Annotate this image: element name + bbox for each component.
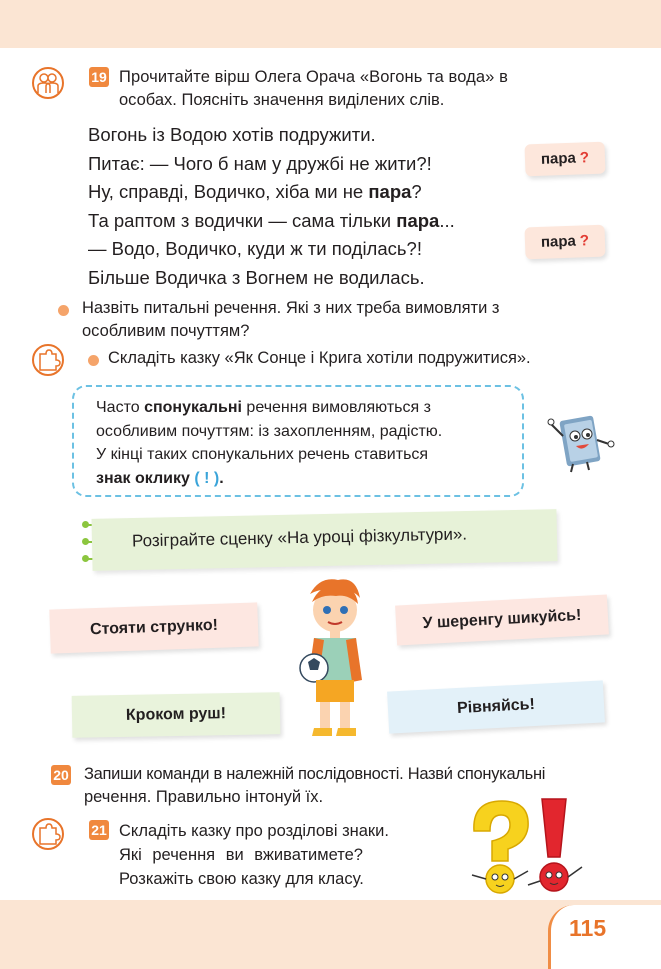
boy-with-ball-illustration — [290, 576, 380, 741]
question-text: Назвіть питальні речення. Які з них треба вимовляти з особливим почуттям? — [82, 299, 500, 340]
poem-line: Питає: — Чого б нам у дружбі не жити?! — [88, 152, 432, 174]
task-number-21: 21 — [89, 820, 109, 840]
poem-line: — Водо, Водичко, куди ж ти поділась?! — [88, 238, 422, 260]
poem-line: Та раптом з водички — сама тільки пара... — [88, 209, 455, 231]
poem-line: Більше Водичка з Вогнем не водилась. — [88, 266, 425, 288]
question-exclamation-characters-illustration — [462, 795, 612, 901]
bullet-dot — [88, 355, 99, 366]
page-number-tab — [548, 905, 661, 969]
rule-text: Часто спонукальні речення вимовляються з особливим почуттям: із захопленням, радістю. У кінці таких спонукальних речень ставиться знак оклику ( ! ). — [96, 399, 443, 487]
task-number-20: 20 — [51, 765, 71, 785]
command-sticker: У шеренгу шикуйсь! — [395, 594, 609, 645]
scene-text: Розіграйте сценку «На уроці фізкультури». — [131, 524, 468, 551]
task20-instructions: Запиши команди в належній послідовності. Назви́ спонукальні речення. Правильно інтонуй їх. — [84, 765, 546, 806]
task-number-19: 19 — [89, 67, 109, 87]
highlighted-word: пара — [396, 209, 440, 231]
word-tag: пара ? — [524, 225, 605, 260]
bullet-dot — [58, 305, 69, 316]
poem — [88, 121, 455, 293]
page-number: 115 — [569, 915, 607, 941]
exclamation-mark-label: ( ! ) — [194, 469, 220, 487]
poem-line: Вогонь із Водою хотів подружити. — [88, 124, 376, 145]
puzzle-icon — [32, 344, 64, 376]
command-sticker: Стояти струнко! — [49, 602, 258, 653]
word-tag: пара ? — [524, 142, 605, 177]
book-character-icon — [545, 410, 617, 476]
puzzle-icon — [32, 818, 64, 850]
command-sticker: Кроком руш! — [72, 692, 281, 738]
highlighted-word: пара — [368, 181, 412, 203]
pair-work-icon — [32, 67, 64, 99]
question-text: Складіть казку «Як Сонце і Крига хотіли подружитися». — [108, 349, 531, 367]
poem-line: Ну, справді, Водичко, хіба ми не пара? — [88, 181, 422, 203]
task21-instructions: Складіть казку про розділові знаки. Які речення ви вживатимете? Розкажіть свою казку для класу. — [119, 822, 389, 888]
task19-instructions: Прочитайте вірш Олега Орача «Вогонь та вода» в особах. Поясніть значення виділених слів. — [119, 68, 508, 109]
top-band — [0, 0, 661, 48]
command-sticker: Рівняйсь! — [387, 680, 605, 733]
